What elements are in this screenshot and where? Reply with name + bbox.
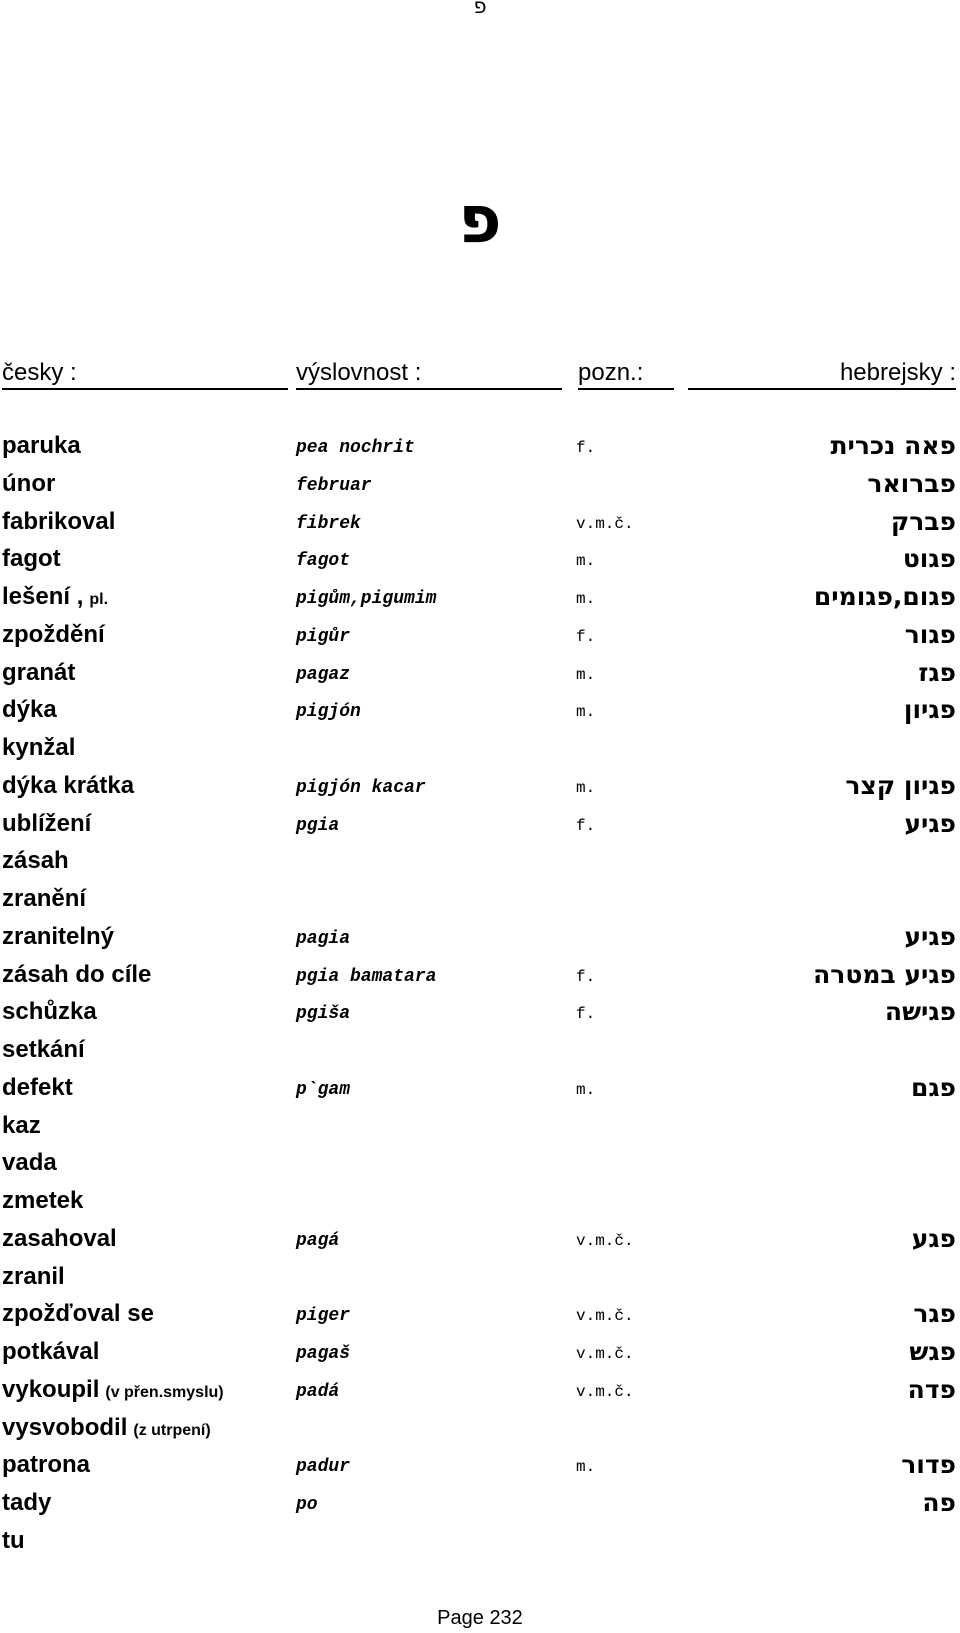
pronunciation: pigům,pigumim (296, 589, 437, 609)
czech-term (2, 1525, 25, 1557)
table-row (0, 1110, 960, 1148)
czech-word: zmetek (2, 1187, 84, 1214)
czech-word: dýka krátka (2, 771, 135, 799)
table-row (0, 1261, 960, 1299)
czech-term (2, 732, 75, 764)
czech-word: fabrikoval (2, 507, 116, 535)
czech-word: zpoždění (2, 620, 105, 648)
grammar-note: v.m.č. (576, 1382, 634, 1401)
table-row (0, 1487, 960, 1525)
czech-term (2, 657, 75, 689)
czech-term (2, 1223, 117, 1255)
dictionary-entries (0, 430, 960, 1563)
grammar-note: f. (576, 816, 596, 835)
table-row (0, 468, 960, 506)
table-row (0, 883, 960, 921)
grammar-note: v.m.č. (576, 514, 634, 533)
table-row (0, 1336, 960, 1374)
grammar-note: m. (576, 1458, 596, 1477)
column-header-cesky: česky : (2, 358, 288, 390)
hebrew-term: פברואר (867, 468, 956, 498)
grammar-note: v.m.č. (576, 1345, 634, 1363)
grammar-note: m. (576, 703, 596, 722)
table-row (0, 959, 960, 997)
table-row (0, 1449, 960, 1487)
pronunciation: pagia (296, 928, 351, 949)
hebrew-term: פגישה (884, 997, 956, 1027)
table-row (0, 1374, 960, 1412)
czech-word: zranitelný (2, 922, 115, 950)
section-letter: פ (458, 181, 502, 258)
table-row (0, 996, 960, 1034)
pronunciation: februar (296, 475, 372, 496)
hebrew-term: פגיע (904, 921, 956, 951)
hebrew-term: פגום,פגומים (813, 582, 956, 611)
grammar-note: v.m.č. (576, 1231, 634, 1250)
pronunciation: pgiša (296, 1004, 351, 1025)
hebrew-term: פגז (918, 657, 956, 687)
hebrew-term: פגיון קצר (845, 770, 956, 800)
czech-term (2, 1261, 65, 1293)
czech-term (2, 581, 108, 616)
pronunciation: pea nochrit (296, 438, 415, 458)
grammar-note: m. (576, 1080, 596, 1099)
czech-word: vysvobodil (2, 1413, 128, 1441)
grammar-note: m. (576, 778, 596, 797)
grammar-note: v.m.č. (576, 1307, 634, 1326)
column-header-pozn: pozn.: (578, 358, 674, 390)
czech-word: fagot (2, 545, 61, 573)
czech-word: vada (2, 1149, 57, 1177)
pronunciation: pgia (296, 815, 340, 836)
table-row (0, 506, 960, 544)
pronunciation: pgia bamatara (296, 966, 437, 987)
hebrew-term: פדור (901, 1450, 956, 1480)
table-row (0, 1412, 960, 1450)
hebrew-term: פגור (904, 619, 956, 649)
czech-word: setkání (2, 1036, 85, 1063)
czech-term (2, 845, 69, 877)
czech-word: ublížení (2, 809, 92, 837)
czech-term (2, 1449, 90, 1481)
czech-term (2, 1336, 99, 1368)
column-header-hebrejsky: hebrejsky : (688, 358, 956, 390)
czech-word: granát (2, 658, 76, 686)
table-row (0, 1223, 960, 1261)
czech-word: tady (2, 1489, 52, 1516)
czech-note: (z utrpení) (133, 1421, 211, 1439)
czech-term (2, 430, 81, 462)
pronunciation: fibrek (296, 513, 361, 534)
czech-term (2, 1374, 224, 1409)
column-header-vyslovnost: výslovnost : (296, 358, 562, 390)
hebrew-term: פאה נכרית (830, 431, 956, 460)
grammar-note: f. (576, 967, 596, 986)
czech-word: potkával (2, 1338, 100, 1365)
czech-word: tu (2, 1526, 25, 1554)
grammar-note: f. (576, 439, 596, 457)
czech-term (2, 1412, 211, 1447)
czech-term (2, 1298, 154, 1330)
czech-term (2, 996, 97, 1028)
page-header-letter: פ (473, 0, 487, 18)
czech-word: schůzka (2, 998, 97, 1026)
hebrew-term: פדה (907, 1374, 956, 1404)
pronunciation: pagaš (296, 1344, 351, 1364)
czech-word: zranil (2, 1262, 65, 1290)
czech-word: zásah do cíle (2, 960, 152, 988)
czech-word: defekt (2, 1073, 73, 1101)
czech-term (2, 1110, 41, 1142)
hebrew-term: פגע (911, 1223, 956, 1253)
table-row (0, 581, 960, 619)
czech-word: kynžal (2, 734, 76, 761)
pronunciation: pagá (296, 1230, 340, 1251)
grammar-note: m. (576, 552, 596, 571)
hebrew-term: פגוט (902, 544, 956, 574)
czech-word: zasahoval (2, 1224, 117, 1252)
czech-note: (v přen.smyslu) (105, 1383, 224, 1401)
pronunciation: pigůr (296, 626, 351, 647)
pronunciation: fagot (296, 551, 351, 572)
czech-term (2, 1034, 85, 1066)
grammar-note: m. (576, 665, 596, 684)
table-row (0, 1525, 960, 1563)
hebrew-term: פגש (909, 1337, 956, 1366)
pronunciation: piger (296, 1306, 351, 1327)
table-row (0, 770, 960, 808)
czech-word: lešení , (2, 583, 84, 610)
czech-term (2, 808, 91, 840)
page-number: Page 232 (437, 1607, 523, 1629)
czech-term (2, 1185, 83, 1217)
table-row (0, 543, 960, 581)
grammar-note: f. (576, 1005, 596, 1024)
czech-word: paruka (2, 432, 81, 459)
table-row (0, 657, 960, 695)
czech-term (2, 1072, 73, 1104)
pronunciation: padá (296, 1381, 340, 1402)
czech-word: zpožďoval se (2, 1300, 154, 1328)
table-row (0, 1147, 960, 1185)
czech-word: kaz (2, 1111, 41, 1139)
table-row (0, 732, 960, 770)
czech-term (2, 543, 61, 575)
czech-term (2, 1147, 57, 1179)
czech-word: zranění (2, 885, 87, 912)
hebrew-term: פגר (913, 1299, 956, 1329)
table-row (0, 1072, 960, 1110)
table-row (0, 694, 960, 732)
czech-term (2, 468, 55, 500)
table-row (0, 808, 960, 846)
hebrew-term: פגיע (904, 808, 956, 838)
czech-word: únor (2, 469, 56, 497)
grammar-note: f. (576, 627, 596, 646)
czech-term (2, 921, 114, 953)
table-row (0, 1185, 960, 1223)
czech-word: dýka (2, 696, 57, 724)
table-row (0, 845, 960, 883)
pronunciation: po (296, 1495, 318, 1515)
pronunciation: pigjón kacar (296, 777, 426, 798)
table-row (0, 619, 960, 657)
czech-word: zásah (2, 847, 69, 875)
pronunciation: pigjón (296, 702, 361, 723)
hebrew-term: פגיון (903, 695, 956, 725)
czech-term (2, 506, 115, 538)
czech-word: vykoupil (2, 1375, 100, 1403)
table-row (0, 921, 960, 959)
table-row (0, 430, 960, 468)
hebrew-term: פגיע במטרה (813, 959, 956, 989)
czech-term (2, 770, 134, 802)
czech-term (2, 619, 105, 651)
hebrew-term: פברק (890, 506, 956, 536)
pronunciation: pagaz (296, 664, 351, 685)
grammar-note: m. (576, 590, 596, 608)
czech-term (2, 1487, 51, 1519)
czech-word: patrona (2, 1451, 91, 1479)
table-row (0, 1298, 960, 1336)
czech-term (2, 694, 57, 726)
pronunciation: padur (296, 1457, 351, 1478)
czech-note: pl. (89, 591, 109, 608)
pronunciation: p`gam (296, 1079, 351, 1100)
czech-term (2, 883, 86, 915)
table-row (0, 1034, 960, 1072)
czech-term (2, 959, 151, 991)
hebrew-term: פה (922, 1488, 956, 1517)
hebrew-term: פגם (910, 1072, 956, 1102)
